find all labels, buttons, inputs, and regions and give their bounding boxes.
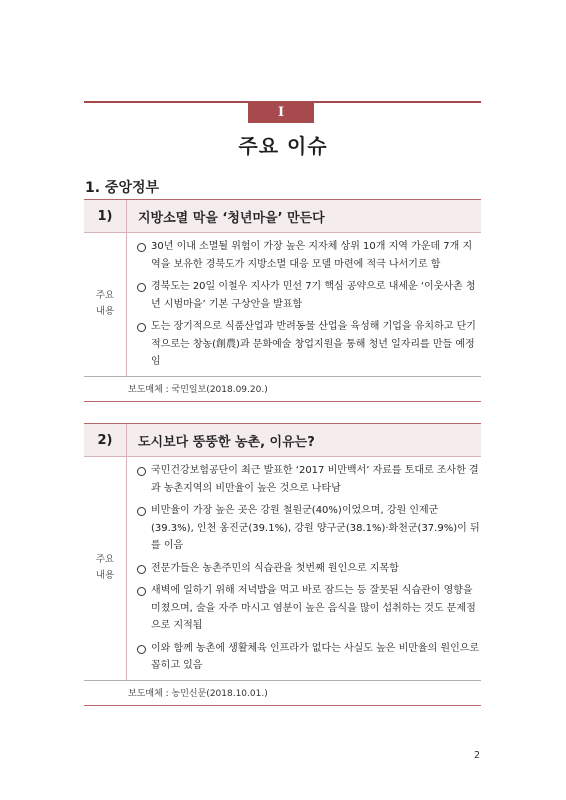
source-footer <box>84 376 481 401</box>
topic-label-text: 주요 내용 <box>95 554 115 582</box>
list-item-text: 이와 함께 농촌에 생활체육 인프라가 없다는 사실도 높은 비만율의 원인으로 꼽히고 있음 <box>151 642 480 671</box>
source-footer <box>84 680 481 705</box>
topic-title: 지방소멸 막을 ‘청년마을’ 만든다 <box>138 210 325 226</box>
list-item <box>135 640 481 675</box>
topic-content <box>127 457 481 680</box>
header-divider <box>126 424 127 456</box>
list-item-text: 도는 장기적으로 식품산업과 반려동물 산업을 육성해 기업을 유치하고 단기적으로는 창농(創農)과 문화예술 창업지원을 통해 청년 일자리를 만들 예정임 <box>151 321 476 367</box>
topic-number: 1) <box>97 208 113 224</box>
list-item-text: 전문가들은 농촌주민의 식습관을 첫번째 원인으로 지목함 <box>151 562 399 574</box>
circle-bullet-icon <box>137 323 146 332</box>
list-item <box>135 462 481 497</box>
source-text: 보도매체 : 국민일보(2018.09.20.) <box>128 385 268 395</box>
topic-label <box>84 457 127 680</box>
list-item <box>135 278 481 313</box>
header-divider <box>126 200 127 232</box>
list-item-text: 국민건강보험공단이 최근 발표한 ‘2017 비만백서’ 자료를 토대로 조사한 결과 농촌지역의 비만율이 높은 것으로 나타남 <box>151 465 479 494</box>
topic-2-header <box>84 423 481 457</box>
chapter-numeral: I <box>248 103 314 123</box>
section-heading: 1. 중앙정부 <box>85 180 160 196</box>
topic-content <box>127 233 481 376</box>
source-text: 보도매체 : 농민신문(2018.10.01.) <box>128 689 268 699</box>
topic-2-body <box>84 457 481 680</box>
topic-bottom-rule <box>84 705 481 706</box>
topic-number: 2) <box>97 432 113 448</box>
circle-bullet-icon <box>137 243 146 252</box>
page-number: 2 <box>474 750 481 761</box>
chapter-title: 주요 이슈 <box>238 134 328 158</box>
topic-bottom-rule <box>84 401 481 402</box>
list-item-text: 새벽에 일하기 위해 저녁밥을 먹고 바로 잠드는 등 잘못된 식습관이 영향을 미쳤으며, 술을 자주 마시고 염분이 높은 음식을 많이 섭취하는 것도 문제점으로 지적됨 <box>151 585 476 631</box>
list-item <box>135 238 481 273</box>
topic-1 <box>84 199 481 402</box>
circle-bullet-icon <box>137 565 146 574</box>
topic-label-text: 주요 내용 <box>95 290 115 318</box>
list-item <box>135 502 481 555</box>
list-item-text: 비만율이 가장 높은 곳은 강원 철원군(40%)이었으며, 강원 인제군(39.3%), 인천 옹진군(39.1%), 강원 양구군(38.1%)·화천군(37.9%)이 뒤를 이음 <box>151 505 480 551</box>
circle-bullet-icon <box>137 587 146 596</box>
topic-label <box>84 233 127 376</box>
circle-bullet-icon <box>137 467 146 476</box>
circle-bullet-icon <box>137 507 146 516</box>
topic-title: 도시보다 뚱뚱한 농촌, 이유는? <box>138 434 315 450</box>
topic-1-header <box>84 199 481 233</box>
circle-bullet-icon <box>137 283 146 292</box>
list-item <box>135 582 481 635</box>
list-item-text: 30년 이내 소멸될 위험이 가장 높은 지자체 상위 10개 지역 가운데 7개 지역을 보유한 경북도가 지방소멸 대응 모델 마련에 적극 나서기로 함 <box>151 241 473 270</box>
circle-bullet-icon <box>137 645 146 654</box>
list-item <box>135 318 481 371</box>
topic-2 <box>84 423 481 706</box>
list-item <box>135 560 481 578</box>
list-item-text: 경북도는 20일 이철우 지사가 민선 7기 핵심 공약으로 내세운 ‘이웃사촌 청년 시범마을’ 기본 구상안을 발표함 <box>151 281 476 310</box>
topic-1-body <box>84 233 481 376</box>
